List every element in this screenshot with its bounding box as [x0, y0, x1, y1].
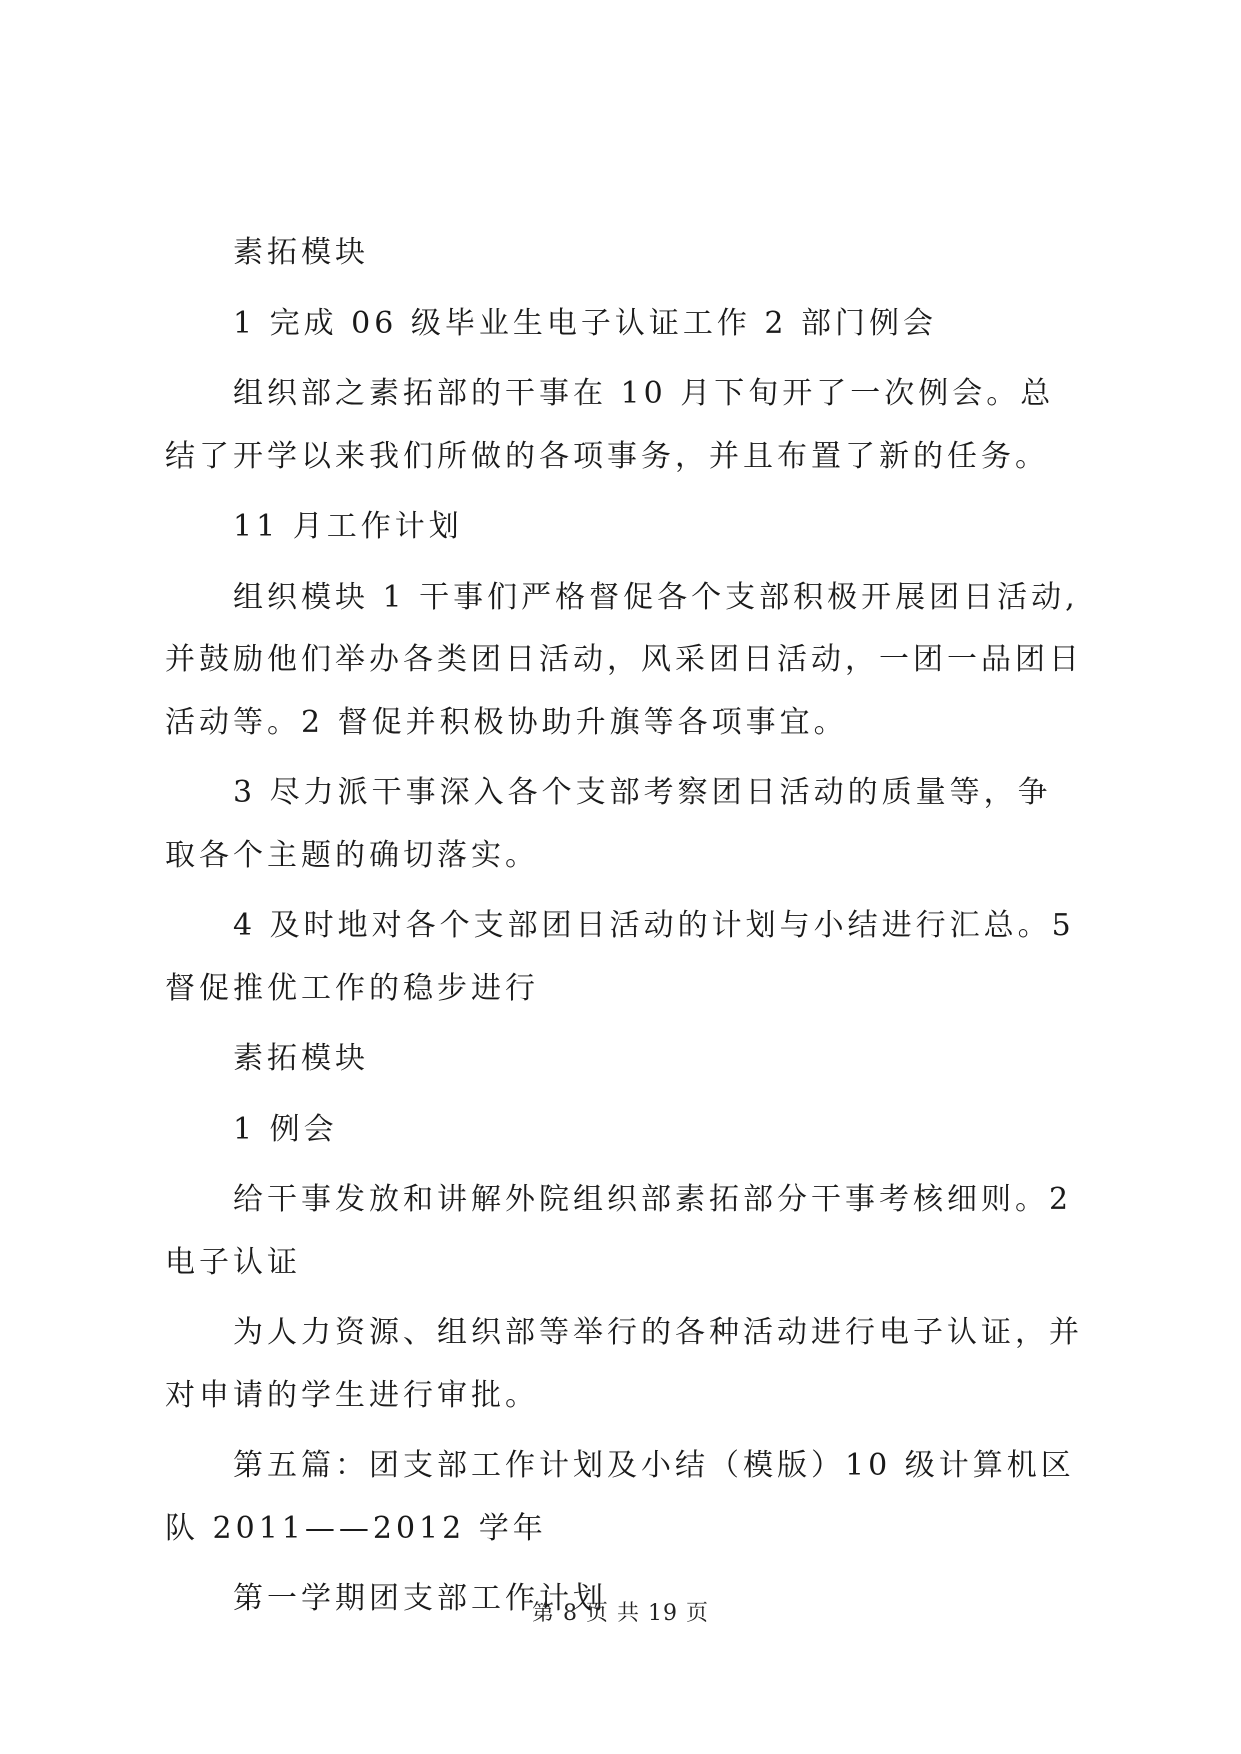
- section-heading: 素拓模块: [233, 1041, 369, 1076]
- paragraph: 1 例会: [233, 1111, 338, 1147]
- page-number-footer: 第 8 页 共 19 页: [532, 1601, 709, 1626]
- paragraph: 组织模块 1 干事们严格督促各个支部积极开展团日活动,并鼓励他们举办各类团日活动，风采团日活动，一团一品团日活动等。2 督促并积极协助升旗等各项事宜。: [165, 579, 1083, 740]
- section-heading: 11 月工作计划: [233, 509, 463, 544]
- document-body: [165, 222, 1085, 1639]
- section-heading: 素拓模块: [233, 235, 369, 270]
- paragraph: 3 尽力派干事深入各个支部考察团日活动的质量等，争取各个主题的确切落实。: [165, 775, 1052, 873]
- paragraph: 给干事发放和讲解外院组织部素拓部分干事考核细则。2 电子认证: [165, 1182, 1073, 1280]
- paragraph: 组织部之素拓部的干事在 10 月下旬开了一次例会。总结了开学以来我们所做的各项事务，并且布置了新的任务。: [165, 376, 1055, 474]
- chapter-title: 第五篇：团支部工作计划及小结（模版）10 级计算机区队 2011——2012 学年: [165, 1448, 1075, 1546]
- paragraph: 1 完成 06 级毕业生电子认证工作 2 部门例会: [233, 305, 938, 341]
- paragraph: 4 及时地对各个支部团日活动的计划与小结进行汇总。5 督促推优工作的稳步进行: [165, 908, 1075, 1006]
- paragraph: 第一学期团支部工作计划: [233, 1581, 607, 1616]
- paragraph: 为人力资源、组织部等举行的各种活动进行电子认证，并对申请的学生进行审批。: [165, 1315, 1083, 1413]
